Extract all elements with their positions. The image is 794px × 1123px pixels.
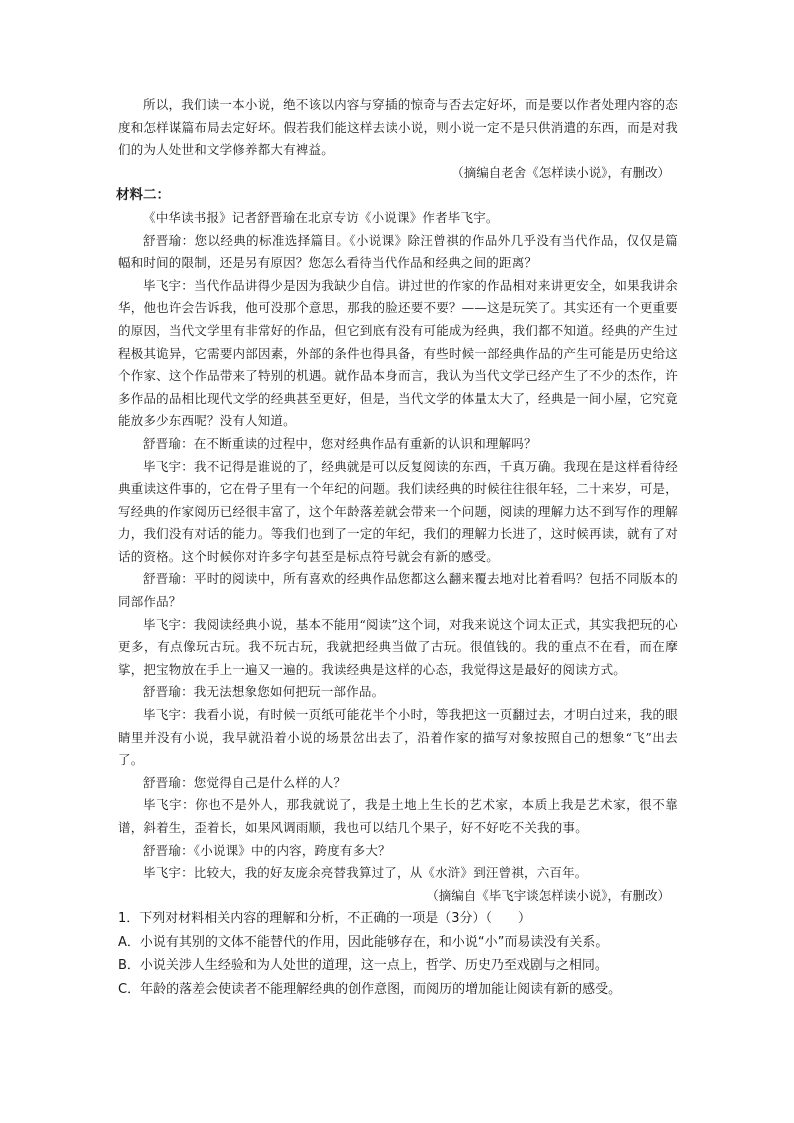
material2-paragraph: 舒晋瑜：您觉得自己是什么样的人？ [143,774,347,790]
material2-paragraph: 毕飞宇：我阅读经典小说，基本不能用“阅读”这个词，对我来说这个词太正式，其实我把玩的心更多，有点像玩古玩。我不玩古玩，我就把经典当做了古玩。很值钱的。我的重点不在看，而在摩挲，把宝物放在手上一遍又一遍的。我读经典是这样的心态，我觉得这是最好的阅读方式。 [118,616,678,677]
material2-paragraph: 毕飞宇：当代作品讲得少是因为我缺少自信。讲过世的作家的作品相对来讲更安全，如果我讲余华，他也许会告诉我，他可没那个意思，那我的脸还要不要？——这是玩笑了。其实还有一个更重要的原因，当代文学里有非常好的作品，但它到底有没有可能成为经典，我们都不知道。经典的产生过程极其诡异，它需要内部因素，外部的条件也得具备，有些时候一部经典作品的产生可能是历史给这个作家、这个作品带来了特别的机遇。就作品本身而言，我认为当代文学已经产生了不少的杰作，许多作品的品相比现代文学的经典甚至更好，但是，当代文学的体量太大了，经典是一间小屋，它究竟能放多少东西呢？没有人知道。 [118,277,678,429]
material2-paragraph: 舒晋瑜：您以经典的标准选择篇目。《小说课》除汪曾祺的作品外几乎没有当代作品，仅仅是篇幅和时间的限制，还是另有原因？您怎么看待当代作品和经典之间的距离？ [118,232,678,271]
material2-paragraph: 毕飞宇：你也不是外人，那我就说了，我是土地上生长的艺术家，本质上我是艺术家，很不靠谱，斜着生，歪着长，如果风调雨顺，我也可以结几个果子，好不好吃不关我的事。 [118,797,678,835]
question-option-a: A．小说有其别的文体不能替代的作用，因此能够存在，和小说“小”而易读没有关系。 [118,934,609,950]
material2-paragraph: 舒晋瑜：《小说课》中的内容，跨度有多大？ [143,842,391,858]
intro-paragraph: 所以，我们读一本小说，绝不该以内容与穿插的惊奇与否去定好坏，而是要以作者处理内容的态度和怎样谋篇布局去定好坏。假若我们能这样去读小说，则小说一定不是只供消遣的东西，而是对我们的为人处世和文学修养都大有裨益。 [118,97,678,158]
intro-source: （摘编自老舍《怎样读小说》，有删改） [451,164,670,180]
material2-paragraph: 毕飞宇：我不记得是谁说的了，经典就是可以反复阅读的东西，千真万确。我现在是这样看待经典重读这件事的，它在骨子里有一个年纪的问题。我们读经典的时候往往很年轻，二十来岁，可是，写经典的作家阅历已经很丰富了，这个年龄落差就会带来一个问题，阅读的理解力达不到写作的理解力，我们没有对话的能力。等我们也到了一定的年纪，我们的理解力长进了，这时候再读，就有了对话的资格。这个时候你对许多字句甚至是标点符号就会有新的感受。 [118,458,678,564]
material2-paragraph: 舒晋瑜：我无法想象您如何把玩一部作品。 [143,684,385,700]
document-page [118,94,678,1001]
question-option-c: C．年龄的落差会使读者不能理解经典的创作意图，而阅历的增加能让阅读有新的感受。 [118,981,622,997]
question-stem: 1．下列对材料相关内容的理解和分析，不正确的一项是（3分）（ ） [118,911,532,927]
material2-paragraph: 《中华读书报》记者舒晋瑜在北京专访《小说课》作者毕飞宇。 [143,209,499,225]
material2-paragraph: 毕飞宇：我看小说，有时候一页纸可能花半个小时，等我把这一页翻过去，才明白过来，我的眼睛里并没有小说，我早就沿着小说的场景岔出去了，沿着作家的描写对象按照自己的想象“飞”出去了。 [118,707,678,768]
material2-paragraph: 毕飞宇：比较大，我的好友庞余亮替我算过了，从《水浒》到汪曾祺，六百年。 [143,865,588,881]
material2-paragraph: 舒晋瑜：在不断重读的过程中，您对经典作品有重新的认识和理解吗？ [143,435,537,451]
material2-paragraph: 舒晋瑜：平时的阅读中，所有喜欢的经典作品您都这么翻来覆去地对比着看吗？包括不同版本的同部作品？ [118,571,678,610]
material2-source: （摘编自《毕飞宇谈怎样读小说》，有删改） [426,887,670,903]
question-option-b: B．小说关涉人生经验和为人处世的道理，这一点上，哲学、历史乃至戏剧与之相同。 [118,958,608,974]
material2-heading: 材料二： [116,187,170,204]
